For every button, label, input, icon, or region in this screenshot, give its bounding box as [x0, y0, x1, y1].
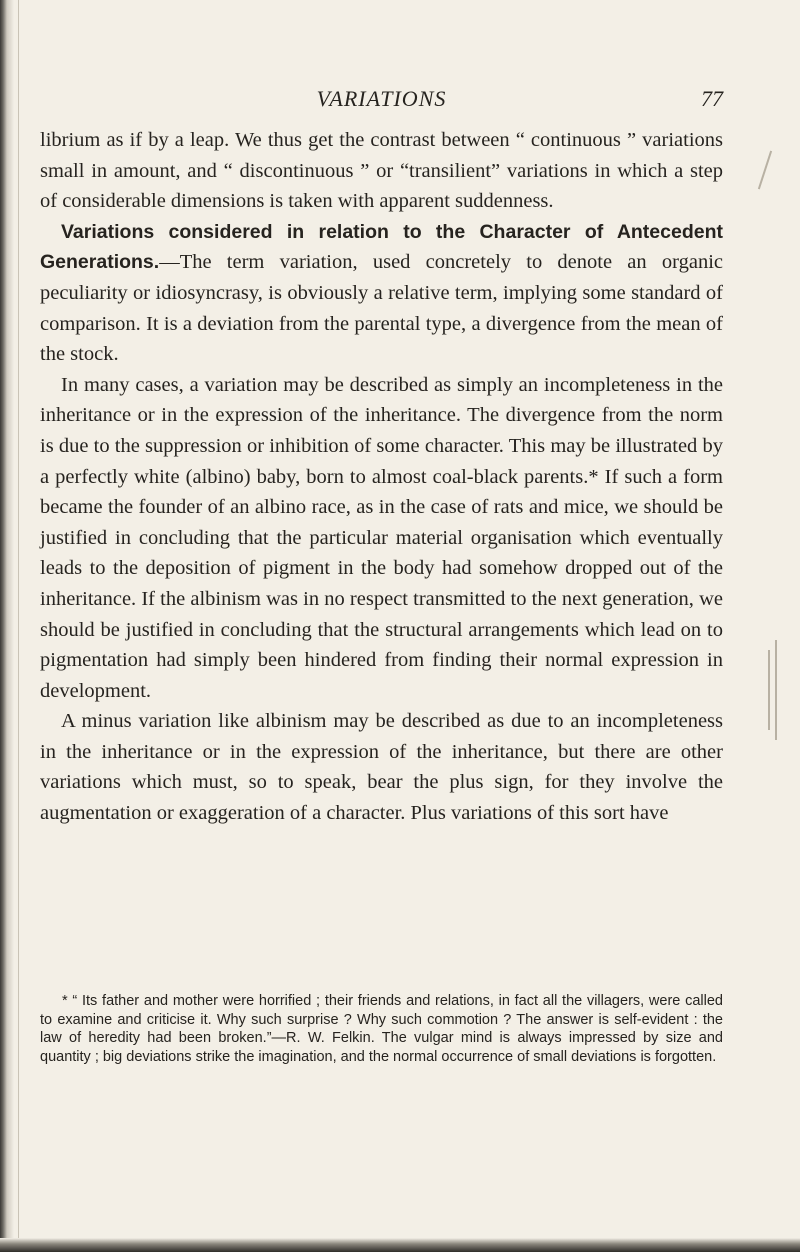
paragraph: In many cases, a variation may be described as simply an incompleteness in the inheritance or in the expression of the inheritance. The divergence from the norm is due to the suppression or inhibition of some character. This may be illustrated by a perfectly white (albino) baby, born to almost coal-black parents.* If such a form became the founder of an albino race, as in the case of rats and mice, we should be justified in concluding that the particular material organisation which eventually leads to the deposition of pigment in the body had somehow dropped out of the inheritance. If the albinism was in no respect transmitted to the next generation, we should be justified in concluding that the structural arrangements which lead on to pigmentation had simply been hindered from finding their normal expression in development. [40, 373, 723, 702]
margin-mark [758, 151, 772, 190]
page-binding-line [18, 0, 19, 1252]
body-text [40, 125, 723, 829]
section-heading: Variations considered in relation to the Character of Antecedent Generations. [40, 220, 723, 274]
footnote-text: * “ Its father and mother were horrified ; their friends and relations, in fact all the villagers, were called to examine and criticise it. Why such surprise ? Why such commotion ? The answer is self-evident : the law of heredity had been broken.”—R. W. Felkin. The vulgar mind is always impressed by size and quantity ; big deviations strike the imagination, and the normal occurrence of small deviations is forgotten. [40, 993, 723, 1065]
paragraph: librium as if by a leap. We thus get the contrast between “ continuous ” variations small in amount, and “ discontinuous ” or “transilient” variations in which a step of considerable dimensions is taken with apparent suddenness. [40, 129, 723, 213]
page-number: 77 [701, 86, 723, 111]
paragraph-text: —The term variation, used concretely to denote an organic peculiarity or idiosyncrasy, is obviously a relative term, implying some standard of comparison. It is a deviation from the parental type, a divergence from the mean of the stock. [40, 251, 723, 366]
running-title: VARIATIONS [316, 86, 447, 111]
page-binding-edge [0, 0, 14, 1252]
margin-mark [768, 650, 770, 730]
paragraph: A minus variation like albinism may be described as due to an incompleteness in the inheritance or in the expression of the inheritance, but there are other variations which must, so to speak, bear the plus sign, for they involve the augmentation or exaggeration of a character. Plus variations of this sort have [40, 710, 723, 825]
footnote [40, 992, 723, 1066]
page-header [40, 86, 723, 116]
margin-mark [775, 640, 777, 740]
paragraph-with-heading [40, 217, 723, 370]
page-bottom-edge [0, 1238, 800, 1252]
